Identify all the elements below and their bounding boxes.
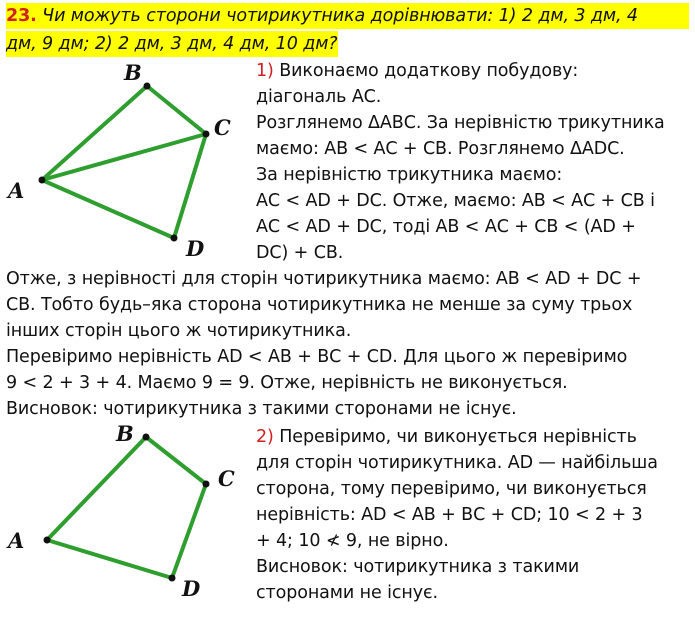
vertex-d [171, 235, 178, 242]
part-2-line-1-text: Перевіримо, чи виконується нерівність [273, 427, 637, 447]
part-1-line-8: DС) + СВ. [256, 243, 344, 263]
part-1-line-5: За нерівністю трикутника маємо: [256, 165, 563, 185]
figure-2-label-b: B [116, 421, 134, 446]
figure-1-label-b: B [124, 60, 142, 85]
vertex-b [144, 83, 151, 90]
problem-title-text-1: Чи можуть сторони чотирикутника дорівнювати: 1) 2 дм, 3 дм, 4 [42, 6, 638, 26]
part-1-line-3: Розглянемо ΔАВС. За нерівністю трикутника [256, 113, 665, 133]
middle-line-6: Висновок: чотирикутника з такими сторонами не існує. [6, 399, 517, 419]
part-1-line-6: АС < АD + DС. Отже, маємо: АВ < АС + СВ і [256, 191, 655, 211]
figure-2-label-c: C [218, 466, 235, 491]
figure-1-outline [42, 86, 206, 238]
figure-2-label-d: D [182, 576, 201, 601]
vertex-c [203, 131, 210, 138]
problem-title-line-1 [6, 3, 689, 29]
part-2-line-2: для сторін чотирикутника. АD — найбільша [256, 453, 658, 473]
problem-title-line-2: дм, 9 дм; 2) 2 дм, 3 дм, 4 дм, 10 дм? [6, 31, 338, 57]
middle-line-1: Отже, з нерівності для сторін чотирикутника маємо: АВ < АD + DС + [6, 269, 642, 289]
middle-line-4: Перевіримо нерівність АD < АВ + ВС + СD. Для цього ж перевіримо [6, 347, 628, 367]
middle-line-5: 9 < 2 + 3 + 4. Маємо 9 = 9. Отже, нерівність не виконується. [6, 373, 568, 393]
problem-number: 23. [6, 6, 37, 26]
figure-1-label-c: C [214, 115, 231, 140]
part-2-line-4: нерівність: АD < АВ + ВС + СD; 10 < 2 + 3 [256, 505, 643, 525]
vertex-a [39, 177, 46, 184]
figure-1-label-a: A [8, 178, 25, 203]
vertex-c [203, 481, 210, 488]
part-1-line-1 [256, 58, 578, 84]
part-2-line-3: сторона, тому перевіримо, чи виконується [256, 479, 647, 499]
figure-1-quadrilateral-abcd [0, 58, 240, 268]
part-1-line-4: маємо: АВ < АС + СВ. Розглянемо ΔАDС. [256, 139, 625, 159]
part-2-line-7: сторонами не існує. [256, 583, 438, 603]
figure-1-label-d: D [186, 236, 205, 261]
part-1-line-1-text: Виконаємо додаткову побудову: [273, 61, 579, 81]
figure-2-quadrilateral-abcd [0, 422, 240, 612]
middle-line-3: інших сторін цього ж чотирикутника. [6, 321, 352, 341]
part-1-marker: 1) [256, 61, 274, 81]
figure-2-outline [47, 437, 206, 578]
part-2-line-6: Висновок: чотирикутника з такими [256, 557, 580, 577]
middle-line-2: СВ. Тобто будь–яка сторона чотирикутника не менше за суму трьох [6, 295, 633, 315]
part-2-marker: 2) [256, 427, 274, 447]
part-1-line-2: діагональ АС. [256, 87, 382, 107]
vertex-a [44, 537, 51, 544]
vertex-b [143, 434, 150, 441]
vertex-d [169, 575, 176, 582]
part-1-line-7: АС < АD + DС, тоді АВ < АС + СВ < (АD + [256, 217, 636, 237]
part-2-line-1 [256, 424, 637, 450]
figure-2-label-a: A [8, 528, 25, 553]
part-2-line-5: + 4; 10 ≮ 9, не вірно. [256, 531, 449, 551]
